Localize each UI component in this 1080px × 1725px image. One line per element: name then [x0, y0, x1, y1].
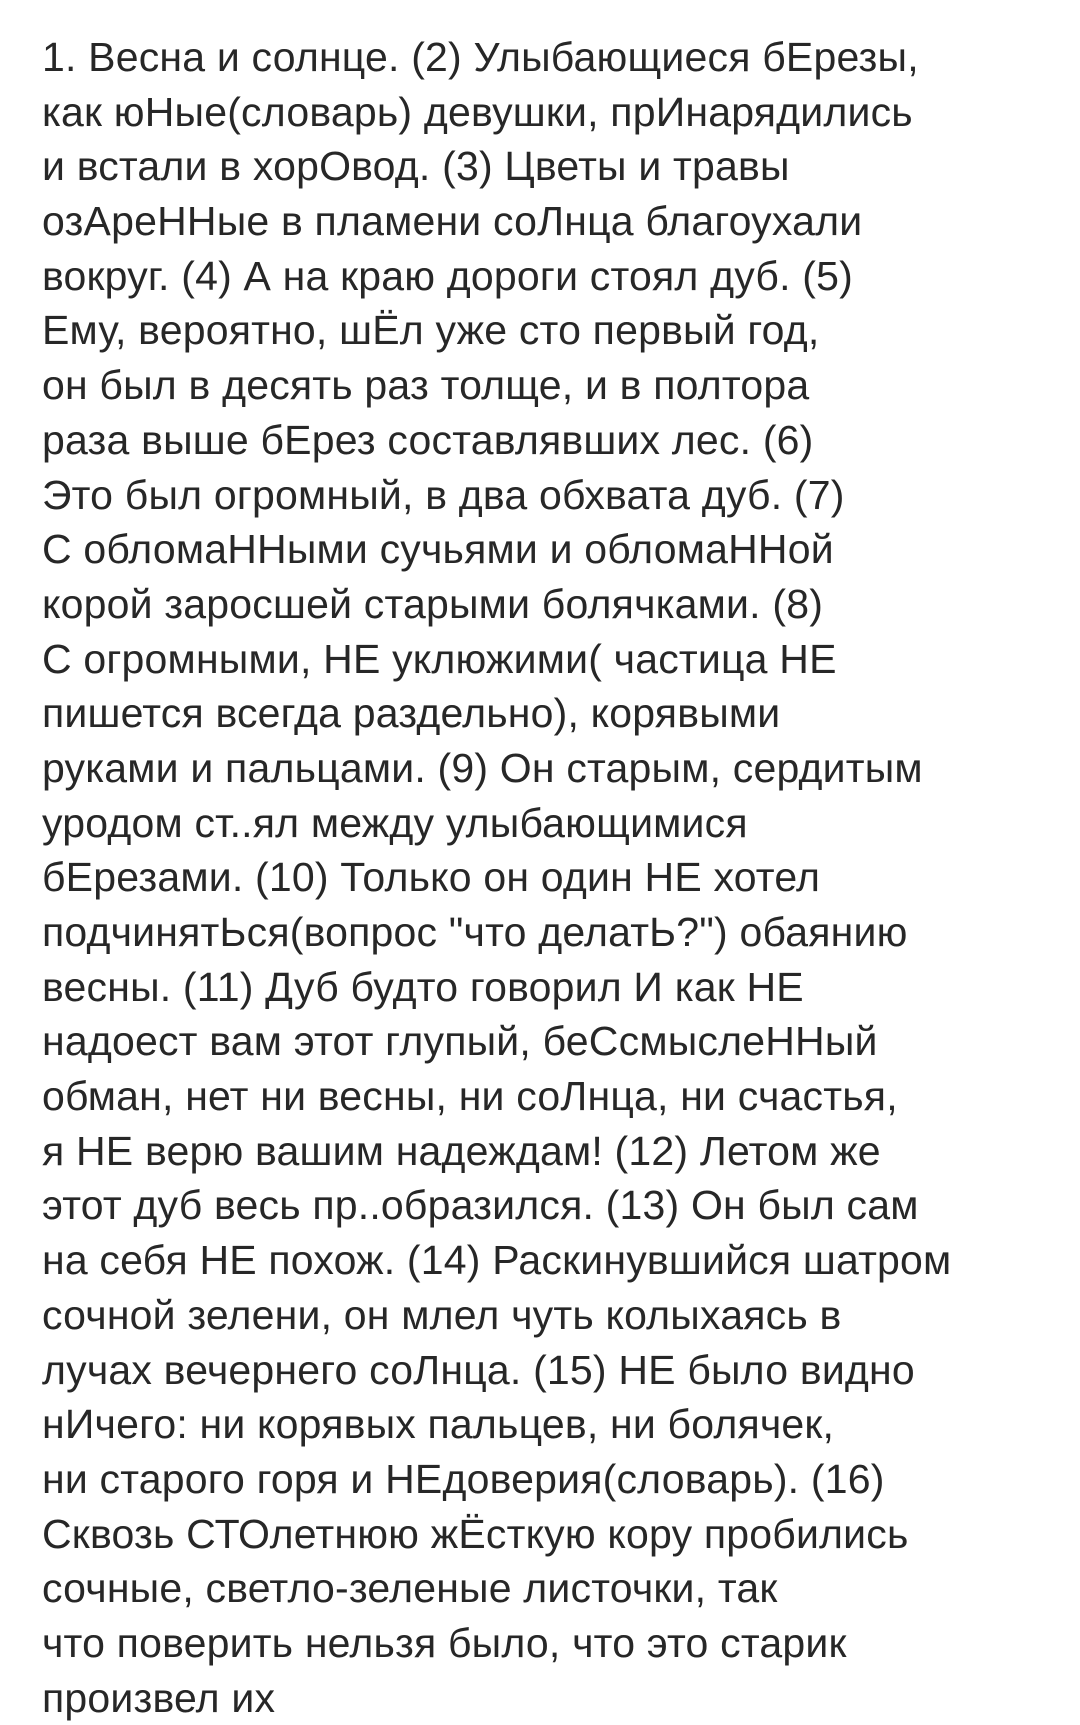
text-line: и встали в хорОвод. (3) Цветы и травы — [42, 143, 790, 190]
text-line: Это был огромный, в два обхвата дуб. (7) — [42, 471, 845, 518]
text-line: Сквозь СТОлетнюю жЁсткую кору пробились — [42, 1510, 909, 1557]
text-line: Ему, вероятно, шЁл уже сто первый год, — [42, 307, 820, 354]
text-line: уродом ст..ял между улыбающимися — [42, 799, 748, 846]
text-line: вокруг. (4) А на краю дороги стоял дуб. (5) — [42, 252, 853, 299]
text-line: на себя НЕ похож. (14) Раскинувшийся шатром — [42, 1237, 952, 1284]
text-line: я НЕ верю вашим надеждам! (12) Летом же — [42, 1127, 881, 1174]
text-line: что поверить нельзя было, что это старик — [42, 1619, 847, 1666]
text-line: сочной зелени, он млел чуть колыхаясь в — [42, 1291, 842, 1338]
text-line: бЕрезами. (10) Только он один НЕ хотел — [42, 854, 821, 901]
text-line: надоест вам этот глупый, беСсмыслеННый — [42, 1018, 878, 1065]
text-line: обман, нет ни весны, ни соЛнца, ни счастья, — [42, 1073, 898, 1120]
text-line: руками и пальцами. (9) Он старым, сердитым — [42, 744, 923, 791]
text-line: С огромными, НЕ уклюжими( частица НЕ — [42, 635, 837, 682]
text-line: озАреННые в пламени соЛнца благоухали — [42, 198, 863, 245]
text-line: С обломаННыми сучьями и обломаННой — [42, 526, 834, 573]
text-line: раза выше бЕрез составлявших лес. (6) — [42, 416, 814, 463]
text-line: как юНые(словарь) девушки, прИнарядились — [42, 88, 913, 135]
text-line: ни старого горя и НЕдоверия(словарь). (16) — [42, 1455, 885, 1502]
text-line: сочные, светло-зеленые листочки, так — [42, 1565, 778, 1612]
text-line: лучах вечернего соЛнца. (15) НЕ было видно — [42, 1346, 915, 1393]
text-line: нИчего: ни корявых пальцев, ни болячек, — [42, 1401, 835, 1448]
text-line: корой заросшей старыми болячками. (8) — [42, 580, 824, 627]
text-line: подчинятЬся(вопрос "что делатЬ?") обаянию — [42, 909, 908, 955]
text-line: пишется всегда раздельно), корявыми — [42, 690, 781, 737]
text-line: произвел их — [42, 1674, 276, 1721]
text-line: он был в десять раз толще, и в полтора — [42, 362, 810, 409]
text-line: 1. Весна и солнце. (2) Улыбающиеся бЕрезы, — [42, 34, 919, 80]
text-line: этот дуб весь пр..образился. (13) Он был сам — [42, 1182, 919, 1229]
text-block — [42, 30, 1062, 1725]
text-line: весны. (11) Дуб будто говорил И как НЕ — [42, 963, 804, 1010]
